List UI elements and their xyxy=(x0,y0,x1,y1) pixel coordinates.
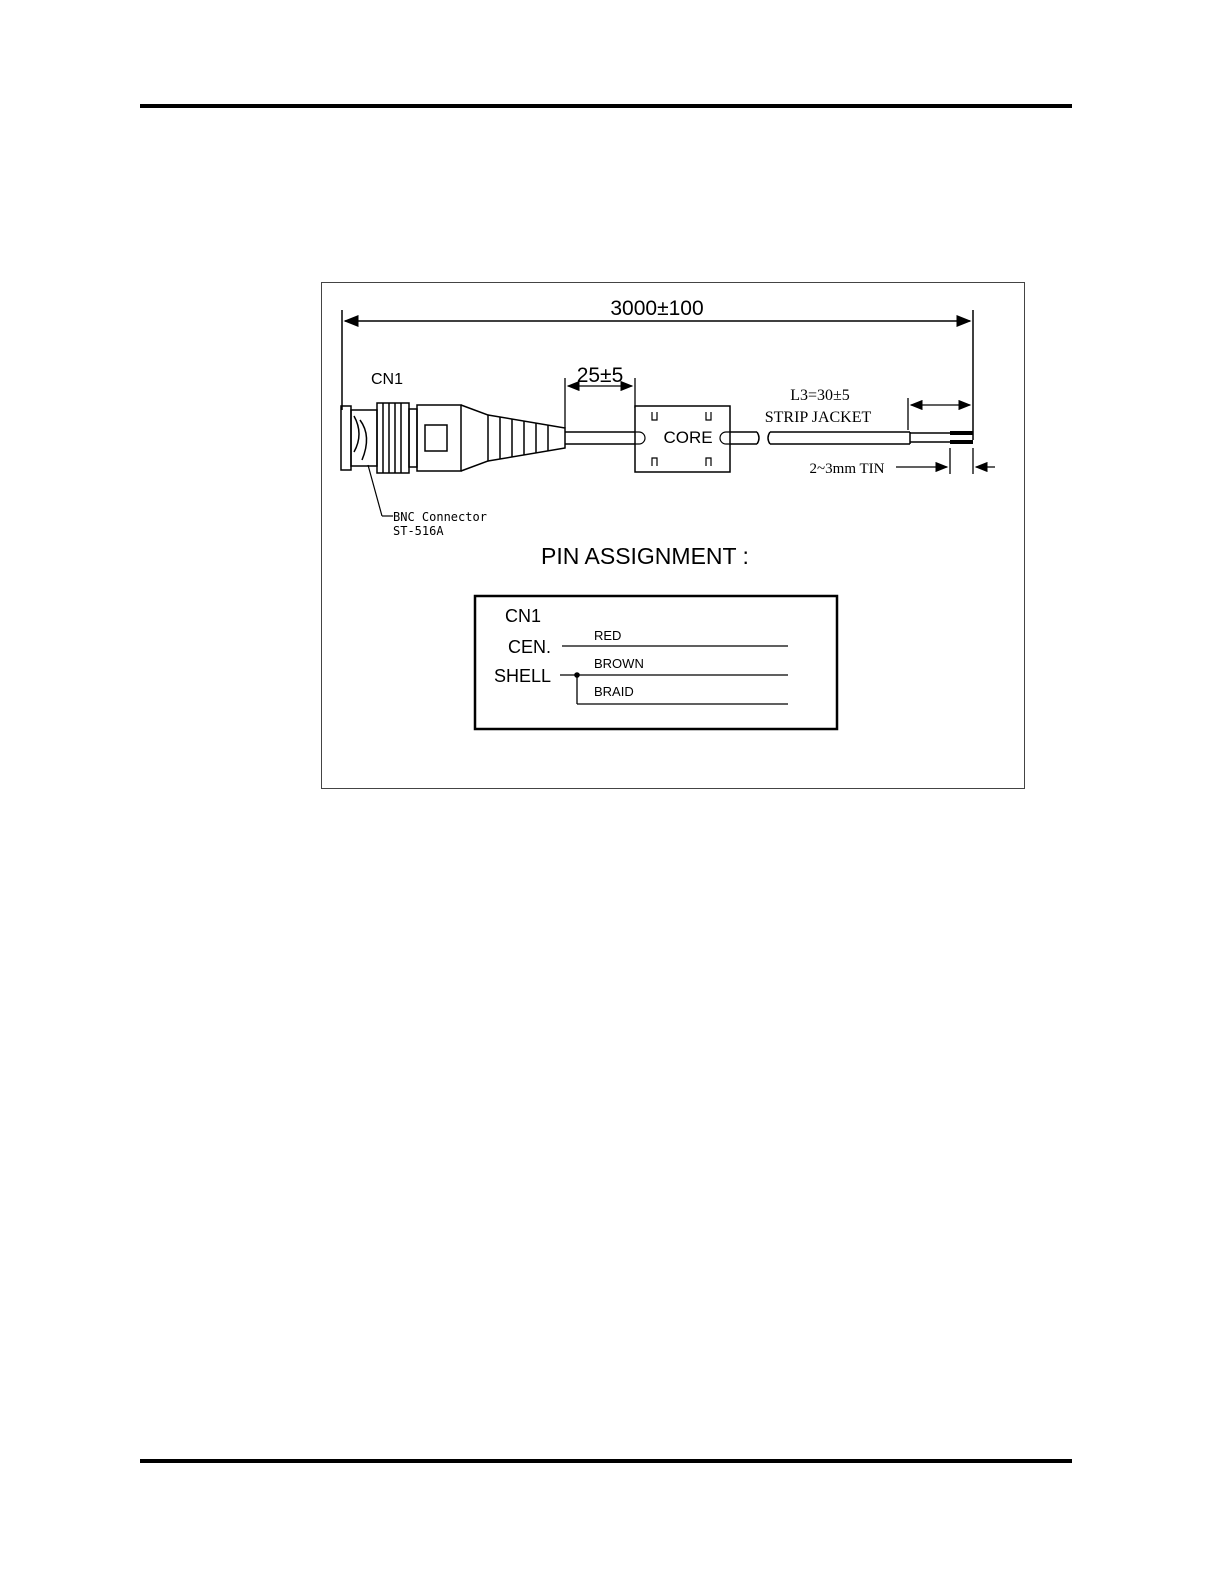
connector-callout xyxy=(368,465,487,538)
tin-dimension xyxy=(810,448,995,477)
cable-segment xyxy=(565,432,635,444)
tin-label: 2~3mm TIN xyxy=(809,461,885,477)
pin-assignment-table xyxy=(475,596,837,729)
strip-length-label: L3=30±5 xyxy=(790,387,850,404)
footer-rule xyxy=(140,1459,1072,1463)
connector-callout-line2: ST-516A xyxy=(393,524,444,538)
wire-label: RED xyxy=(594,628,622,643)
strip-jacket-label: STRIP JACKET xyxy=(764,409,872,426)
bnc-connector xyxy=(341,403,565,473)
pin-label: SHELL xyxy=(493,666,551,686)
wire-label: BROWN xyxy=(594,656,644,671)
core-label: CORE xyxy=(663,428,713,447)
core-offset-dimension xyxy=(565,364,635,428)
overall-length-label: 3000±100 xyxy=(610,297,704,320)
strip-dimension xyxy=(765,387,970,430)
pin-assignment-title: PIN ASSIGNMENT : xyxy=(541,543,749,569)
wire-label: BRAID xyxy=(594,684,634,699)
connector-ref-label: CN1 xyxy=(371,371,404,388)
connector-callout-line1: BNC Connector xyxy=(393,510,487,524)
pin-label: CEN. xyxy=(507,637,551,657)
ferrite-core xyxy=(635,406,730,472)
core-offset-label: 25±5 xyxy=(576,364,624,387)
pin-table-connector: CN1 xyxy=(505,606,542,626)
cable-tail xyxy=(730,432,973,444)
